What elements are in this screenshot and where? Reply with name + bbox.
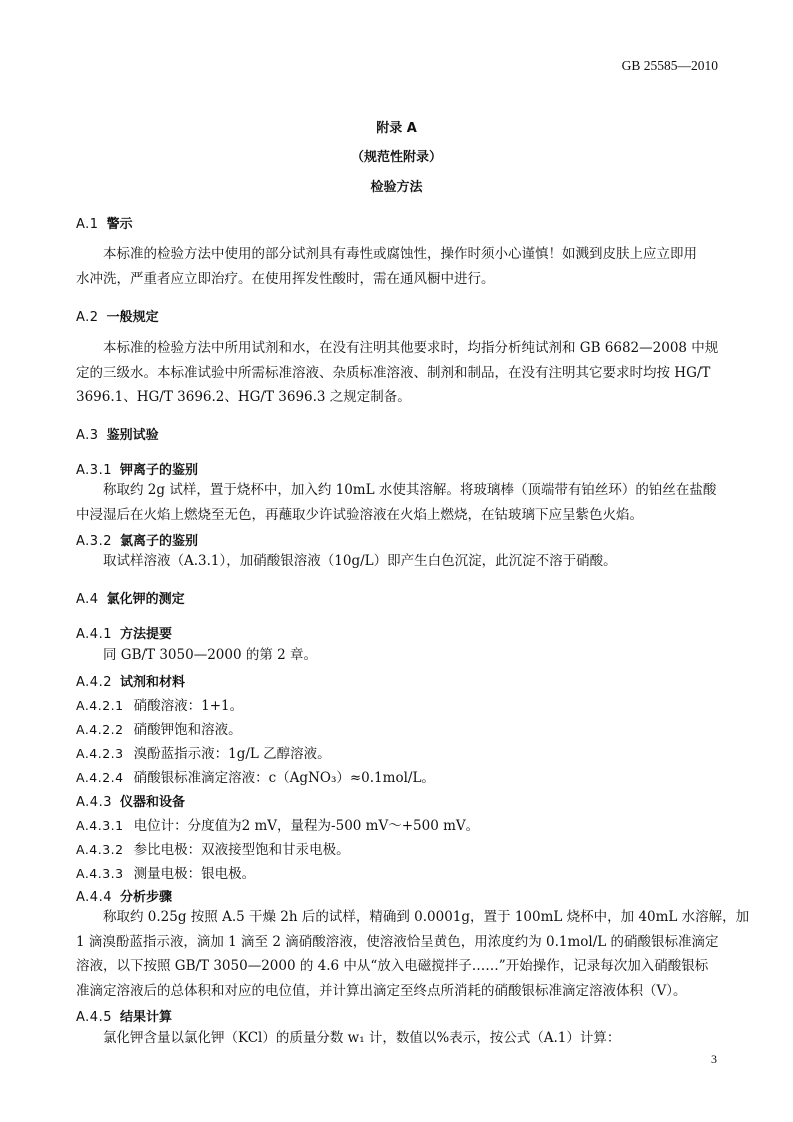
section-number: A.3.1 bbox=[76, 463, 112, 478]
item-text: 溴酚蓝指示液：1g/L 乙醇溶液。 bbox=[133, 746, 331, 762]
paragraph-line: 称取约 2g 试样，置于烧杯中，加入约 10mL 水使其溶解。将玻璃棒（顶端带有铂丝环）的铂丝在盐酸 bbox=[103, 482, 717, 498]
section-a4-heading bbox=[76, 588, 185, 607]
item-number: A.4.3.3 bbox=[76, 866, 124, 881]
section-a44-heading bbox=[76, 886, 172, 905]
paragraph-line: 氯化钾含量以氯化钾（KCl）的质量分数 w₁ 计，数值以%表示，按公式（A.1）计算： bbox=[103, 1030, 621, 1046]
section-a1-heading bbox=[76, 213, 133, 232]
section-title: 方法提要 bbox=[119, 627, 172, 642]
section-a41-paragraph bbox=[76, 643, 717, 668]
section-a2-paragraph bbox=[76, 336, 717, 410]
section-a31-paragraph bbox=[76, 478, 717, 527]
section-a3-heading bbox=[76, 424, 159, 443]
section-a42-heading bbox=[76, 671, 185, 690]
list-item bbox=[76, 766, 435, 786]
paragraph-line: 水冲洗，严重者应立即治疗。在使用挥发性酸时，需在通风橱中进行。 bbox=[76, 270, 495, 287]
section-number: A.4.4 bbox=[76, 890, 112, 905]
section-a31-heading bbox=[76, 459, 198, 478]
section-a43-heading bbox=[76, 791, 185, 810]
list-item bbox=[76, 838, 350, 858]
item-text: 测量电极：银电极。 bbox=[133, 866, 256, 882]
section-number: A.4.1 bbox=[76, 627, 112, 642]
list-item bbox=[76, 862, 255, 882]
section-a45-paragraph bbox=[76, 1026, 717, 1051]
section-a2-heading bbox=[76, 306, 159, 325]
item-text: 硝酸溶液：1+1。 bbox=[133, 698, 244, 714]
item-number: A.4.3.2 bbox=[76, 842, 124, 857]
section-title: 氯离子的鉴别 bbox=[119, 534, 198, 549]
item-number: A.4.2.3 bbox=[76, 746, 124, 761]
paragraph-line: 同 GB/T 3050—2000 的第 2 章。 bbox=[103, 647, 318, 663]
annex-title: 附录 A bbox=[376, 121, 417, 136]
section-title: 警示 bbox=[106, 217, 133, 232]
section-a32-paragraph bbox=[76, 549, 717, 574]
section-a1-paragraph bbox=[76, 242, 717, 291]
paragraph-line: 中浸湿后在火焰上燃烧至无色，再蘸取少许试验溶液在火焰上燃烧，在钴玻璃下应呈紫色火焰。 bbox=[76, 506, 643, 523]
section-title: 鉴别试验 bbox=[106, 428, 159, 443]
section-a44-paragraph bbox=[76, 905, 750, 1003]
section-a32-heading bbox=[76, 530, 198, 549]
section-title: 仪器和设备 bbox=[119, 795, 185, 810]
item-text: 硝酸银标准滴定溶液：c（AgNO₃）≈0.1mol/L。 bbox=[133, 770, 435, 786]
item-text: 参比电极：双液接型饱和甘汞电极。 bbox=[133, 842, 350, 858]
item-text: 电位计：分度值为2 mV，量程为-500 mV～+500 mV。 bbox=[133, 818, 480, 834]
item-text: 硝酸钾饱和溶液。 bbox=[133, 722, 242, 738]
paragraph-line: 本标准的检验方法中所用试剂和水，在没有注明其他要求时，均指分析纯试剂和 GB 6682—2008 中规 bbox=[103, 340, 719, 356]
section-number: A.3 bbox=[76, 428, 99, 443]
section-a45-heading bbox=[76, 1006, 172, 1025]
list-item bbox=[76, 814, 479, 834]
item-number: A.4.3.1 bbox=[76, 818, 124, 833]
paragraph-line: 称取约 0.25g 按照 A.5 干燥 2h 后的试样，精确到 0.0001g，置于 100mL 烧杯中，加 40mL 水溶解，加 bbox=[103, 909, 750, 925]
item-number: A.4.2.1 bbox=[76, 698, 124, 713]
section-title: 氯化钾的测定 bbox=[106, 592, 185, 607]
list-item bbox=[76, 718, 242, 738]
section-title: 一般规定 bbox=[106, 310, 159, 325]
item-number: A.4.2.2 bbox=[76, 722, 124, 737]
section-number: A.1 bbox=[76, 217, 99, 232]
section-title: 分析步骤 bbox=[119, 890, 172, 905]
section-number: A.4.2 bbox=[76, 675, 112, 690]
item-number: A.4.2.4 bbox=[76, 770, 124, 785]
paragraph-line: 1 滴溴酚蓝指示液，滴加 1 滴至 2 滴硝酸溶液，使溶液恰呈黄色，用浓度约为 0.1mol/L 的硝酸银标准滴定 bbox=[76, 933, 719, 950]
annex-name: 检验方法 bbox=[370, 180, 423, 195]
section-title: 钾离子的鉴别 bbox=[119, 463, 198, 478]
paragraph-line: 定的三级水。本标准试验中所需标准溶液、杂质标准溶液、制剂和制品，在没有注明其它要求时均按 HG/T bbox=[76, 364, 711, 381]
paragraph-line: 本标准的检验方法中使用的部分试剂具有毒性或腐蚀性，操作时须小心谨慎！如溅到皮肤上应立即用 bbox=[103, 246, 697, 262]
section-number: A.3.2 bbox=[76, 534, 112, 549]
section-number: A.4.3 bbox=[76, 795, 112, 810]
annex-subtitle: （规范性附录） bbox=[350, 150, 442, 165]
paragraph-line: 取试样溶液（A.3.1），加硝酸银溶液（10g/L）即产生白色沉淀，此沉淀不溶于硝酸。 bbox=[103, 553, 617, 569]
section-title: 结果计算 bbox=[119, 1010, 172, 1025]
paragraph-line: 3696.1、HG/T 3696.2、HG/T 3696.3 之规定制备。 bbox=[76, 389, 411, 405]
standard-number: GB 25585—2010 bbox=[621, 58, 718, 73]
list-item bbox=[76, 694, 243, 714]
section-number: A.4.5 bbox=[76, 1010, 112, 1025]
page-number: 3 bbox=[711, 1052, 717, 1066]
section-a41-heading bbox=[76, 623, 172, 642]
paragraph-line: 准滴定溶液后的总体积和对应的电位值，并计算出滴定至终点所消耗的硝酸银标准滴定溶液体积（V）。 bbox=[76, 982, 687, 999]
section-number: A.4 bbox=[76, 592, 99, 607]
list-item bbox=[76, 742, 331, 762]
section-title: 试剂和材料 bbox=[119, 675, 185, 690]
paragraph-line: 溶液，以下按照 GB/T 3050—2000 的 4.6 中从“放入电磁搅拌子……”开始操作，记录每次加入硝酸银标 bbox=[76, 958, 709, 974]
section-number: A.2 bbox=[76, 310, 99, 325]
